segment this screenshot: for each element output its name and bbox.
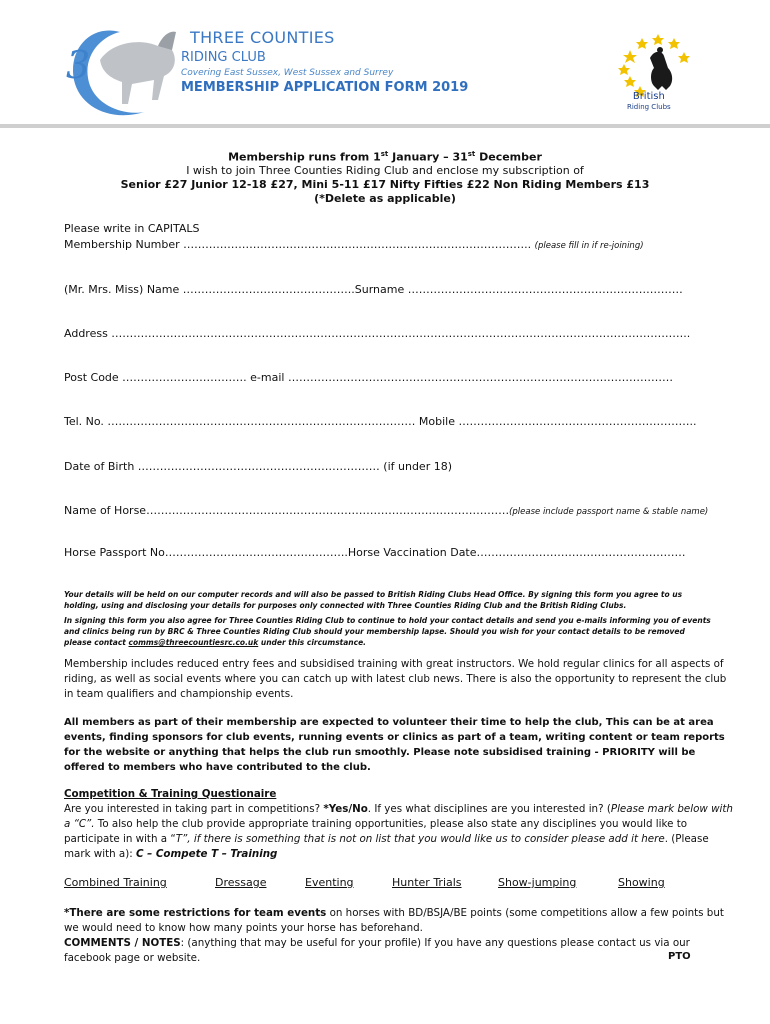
membership-number-label: Membership Number …………………………………………………………………………………..: [64, 238, 532, 251]
delete-note: (*Delete as applicable): [314, 192, 456, 205]
brc-line2: Riding Clubs: [627, 103, 671, 111]
membership-number-field[interactable]: [64, 238, 644, 251]
contact-email-link[interactable]: comms@threecountiesrc.co.uk: [128, 638, 259, 647]
join-statement: I wish to join Three Counties Riding Club and enclose my subscription of: [186, 164, 584, 177]
capitals-instruction: Please write in CAPITALS: [64, 222, 200, 235]
volunteer-paragraph: All members as part of their membership are expected to volunteer their time to help the club, This can be at area events, finding sponsors for club events, running events or clinics as part of a team, writing content or team reports for the website or anything that helps the club run smoothly. Please note subsidised training - PRIORITY will be offered to members who have contributed to the club.: [64, 717, 725, 773]
horse-passport-field[interactable]: Horse Passport No…………………………………………..Horse Vaccination Date…………………………………………………: [64, 546, 686, 559]
discipline-dressage[interactable]: Dressage: [215, 876, 267, 889]
restrictions-paragraph: *There are some restrictions for team events on horses with BD/BSJA/BE points (some competitions allow a few points but we would need to know how many points your horse has beforehand.: [64, 907, 724, 934]
svg-text:3: 3: [66, 43, 91, 87]
fee-list: Senior £27 Junior 12-18 £27, Mini 5-11 £17 Nifty Fifties £22 Non Riding Members £13: [120, 178, 650, 191]
horse-name-label: Name of Horse………………………………………………………………………………………: [64, 504, 510, 517]
date-of-birth-field[interactable]: Date of Birth ………………………………………………………… (if under 18): [64, 460, 453, 473]
contact-consent-text: In signing this form you also agree for Three Counties Riding Club to continue to hold your contact details and send you e-mails informing you of events and clinics being run by BRC & Three Counties Riding Club should your membership lapse. Should you wish for your contact details to be removed please contact comms@threecountiesrc.co.uk under this circumstance.: [64, 616, 711, 647]
club-name-line1: THREE COUNTIES: [190, 28, 335, 47]
questionnaire-heading: Competition & Training Questionaire: [64, 788, 277, 800]
name-field[interactable]: (Mr. Mrs. Miss) Name ………………………………………..Surname …………………………………………………………………: [64, 283, 683, 296]
membership-period: Membership runs from 1st January – 31st December: [228, 150, 542, 164]
club-name-line2: RIDING CLUB: [181, 50, 266, 65]
discipline-show-jumping[interactable]: Show-jumping: [498, 876, 577, 889]
discipline-showing[interactable]: Showing: [618, 876, 665, 889]
header-divider: [0, 124, 770, 128]
pto-label: PTO: [668, 951, 691, 962]
membership-number-note: (please fill in if re-joining): [534, 241, 644, 251]
letterhead: [0, 0, 770, 125]
club-logo-icon: [62, 20, 182, 125]
horse-name-field[interactable]: [64, 504, 708, 517]
brc-logo-text: [627, 92, 671, 112]
discipline-hunter-trials[interactable]: Hunter Trials: [392, 876, 462, 889]
discipline-eventing[interactable]: Eventing: [305, 876, 354, 889]
postcode-email-field[interactable]: Post Code ……………………………. e-mail ……………………………………………………………………………………………: [64, 371, 673, 384]
benefits-paragraph: Membership includes reduced entry fees and subsidised training with great instructors. We hold regular clinics for all aspects of riding, as well as social events where you can catch up with latest club news. There is also the opportunity to represent the club in team qualifiers and championship events.: [64, 658, 727, 700]
brc-line1: British: [632, 91, 665, 102]
horse-name-note: (please include passport name & stable name): [509, 507, 709, 517]
telephone-field[interactable]: Tel. No. ………………………………………………………………………… Mobile ………………………………………………………..: [64, 415, 697, 428]
comments-paragraph: COMMENTS / NOTES: (anything that may be useful for your profile) If you have any questions please contact us via our facebook page or website.: [64, 937, 690, 964]
form-title: MEMBERSHIP APPLICATION FORM 2019: [181, 80, 469, 95]
data-privacy-text: Your details will be held on our computer records and will also be passed to British Riding Clubs Head Office. By signing this form you agree to us holding, using and disclosing your details for purposes only connected with Three Counties Riding Club and the British Riding Clubs.: [64, 590, 683, 610]
coverage-text: Covering East Sussex, West Sussex and Surrey: [181, 68, 394, 78]
address-field[interactable]: Address …………………………………………………………………………………………………………………………………………..: [64, 327, 691, 340]
discipline-combined-training[interactable]: Combined Training: [64, 876, 167, 889]
questionnaire-text: Are you interested in taking part in competitions? *Yes/No. If yes what disciplines are you interested in? (Please mark below with a “C”. To also help the club provide appropriate training opportunities, please also state any disciplines you would like to participate in with a “T”, if there is something that is not on list that you would like us to consider please add it here. (Please mark with a): C – Compete T – Training: [64, 803, 733, 860]
